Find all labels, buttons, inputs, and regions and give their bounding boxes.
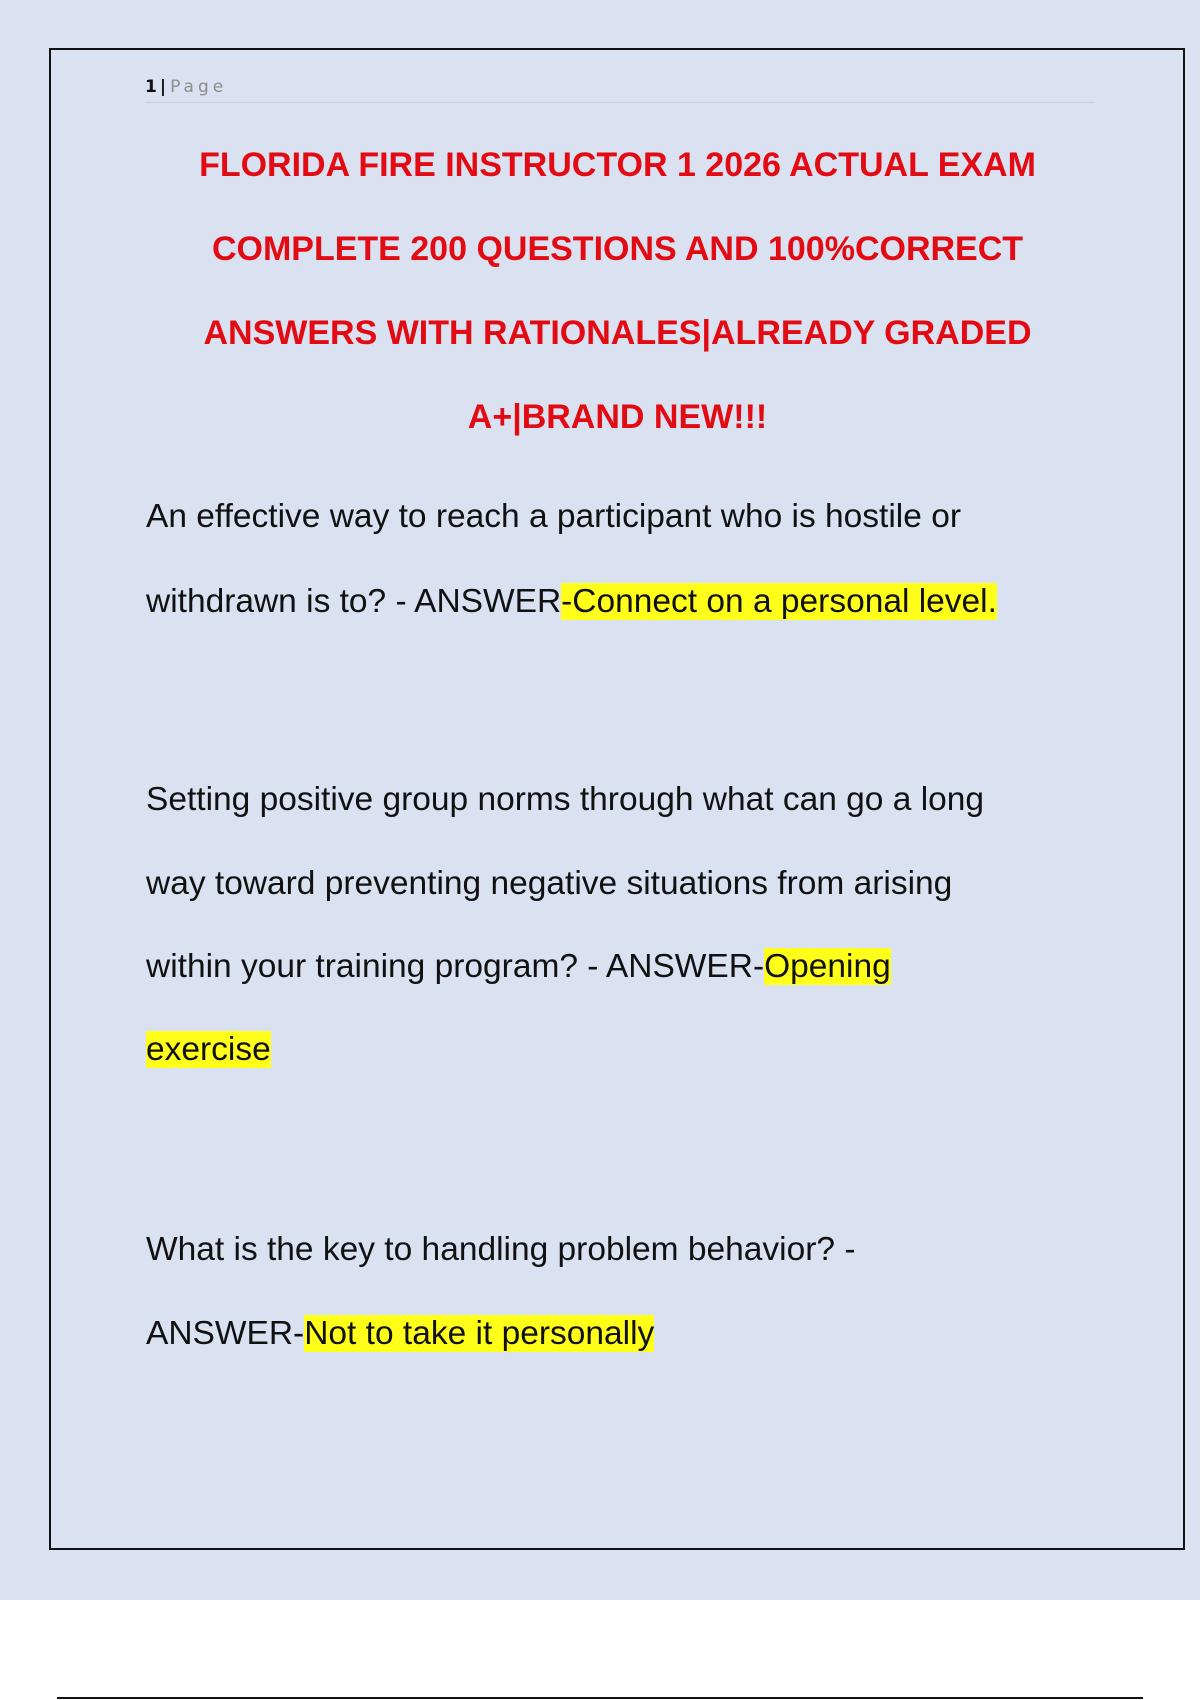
- document-title-line-1: FLORIDA FIRE INSTRUCTOR 1 2026 ACTUAL EXAM: [199, 146, 1036, 184]
- question-1-answer: -Connect on a personal level.: [561, 583, 997, 620]
- page-word: Page: [170, 77, 228, 97]
- question-2-answer-part-2: exercise: [146, 1031, 271, 1068]
- page-header: [145, 74, 1095, 103]
- document-title-line-3: ANSWERS WITH RATIONALES|ALREADY GRADED: [203, 314, 1032, 352]
- document-title-line-2: COMPLETE 200 QUESTIONS AND 100%CORRECT: [211, 230, 1024, 268]
- question-2-answer-part-1: Opening: [764, 948, 891, 985]
- question-2-line-1: Setting positive group norms through what can go a long: [146, 781, 985, 818]
- question-2-line-4: [146, 1028, 271, 1072]
- page-number-separator: |: [159, 77, 167, 97]
- question-3-line-2: [146, 1312, 654, 1356]
- document-title-line-4: A+|BRAND NEW!!!: [467, 398, 768, 436]
- next-page-rule: [57, 1697, 1143, 1699]
- question-3-answer: Not to take it personally: [304, 1315, 655, 1352]
- question-2-line-3: [146, 945, 891, 989]
- question-2-line-2: way toward preventing negative situations from arising: [146, 865, 953, 902]
- question-1-line-1: An effective way to reach a participant who is hostile or: [146, 498, 961, 535]
- page-number: 1: [145, 77, 157, 97]
- question-2-text: within your training program? - ANSWER-: [146, 948, 765, 985]
- question-3-line-1: What is the key to handling problem behavior? -: [146, 1231, 856, 1268]
- question-1-line-2: [146, 580, 997, 624]
- question-3-text: ANSWER-: [146, 1315, 305, 1352]
- question-1-text: withdrawn is to? - ANSWER: [146, 583, 562, 620]
